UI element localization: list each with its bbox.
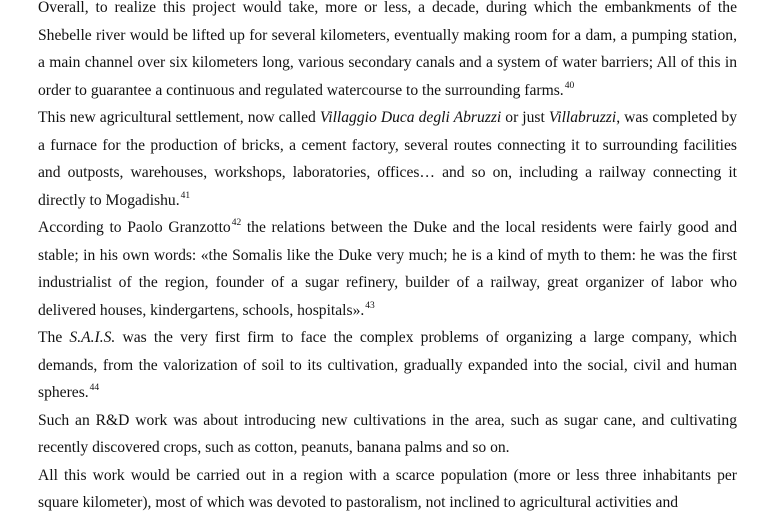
paragraph-text: , was completed by a furnace for the production of bricks, a cement factory, several routes connecting it to surrounding facilities and outposts, warehouses, workshops, laboratories, offices… and so on, including a railway connecting it directly to Mogadishu. — [38, 109, 738, 209]
paragraph-2 — [38, 104, 737, 214]
paragraph-text: was the very first firm to face the complex problems of organizing a large company, which demands, from the valorization of soil to its cultivation, gradually expanded into the social, civil and human spheres. — [38, 329, 737, 401]
paragraph-text: or just — [501, 109, 549, 126]
footnote-ref-42: 42 — [231, 218, 242, 228]
footnote-ref-40: 40 — [564, 80, 575, 91]
paragraph-text: This new agricultural settlement, now called — [38, 109, 320, 126]
italic-place-name: Villaggio Duca degli Abruzzi — [319, 109, 502, 126]
footnote-ref-43: 43 — [365, 300, 375, 311]
paragraph-6 — [38, 462, 737, 517]
paragraph-text: The — [38, 329, 70, 346]
document-page — [38, 0, 737, 517]
paragraph-5 — [38, 407, 737, 462]
italic-company-name: S.A.I.S. — [69, 329, 116, 346]
footnote-ref-44: 44 — [89, 383, 100, 393]
paragraph-3 — [38, 214, 737, 324]
paragraph-text: Overall, to realize this project would take, more or less, a decade, during which the embankments of the Shebelle river would be lifted up for several kilometers, eventually making room for a dam, a pumping station, a main channel over six kilometers long, various secondary canals and a system of water barriers; All of this in order to guarantee a continuous and regulated watercourse to the surrounding farms. — [38, 0, 737, 99]
paragraph-1 — [38, 0, 737, 104]
paragraph-text: Such an R&D work was about introducing new cultivations in the area, such as sugar cane, and cultivating recently discovered crops, such as cotton, peanuts, banana palms and so on. — [38, 411, 737, 456]
paragraph-4 — [38, 324, 737, 407]
paragraph-text: the relations between the Duke and the local residents were fairly good and stable; in his own words: «the Somalis like the Duke very much; he is a kind of myth to them: he was the first industrialist of the region, founder of a sugar refinery, builder of a railway, great organizer of labor who delivered houses, kindergartens, schools, hospitals». — [38, 219, 737, 319]
paragraph-text: All this work would be carried out in a region with a scarce population (more or less three inhabitants per square kilometer), most of which was devoted to pastoralism, not inclined to agricultural activities and — [38, 466, 737, 511]
paragraph-text: According to Paolo Granzotto — [38, 219, 231, 236]
footnote-ref-41: 41 — [180, 190, 191, 201]
italic-place-name: Villabruzzi — [548, 109, 617, 126]
